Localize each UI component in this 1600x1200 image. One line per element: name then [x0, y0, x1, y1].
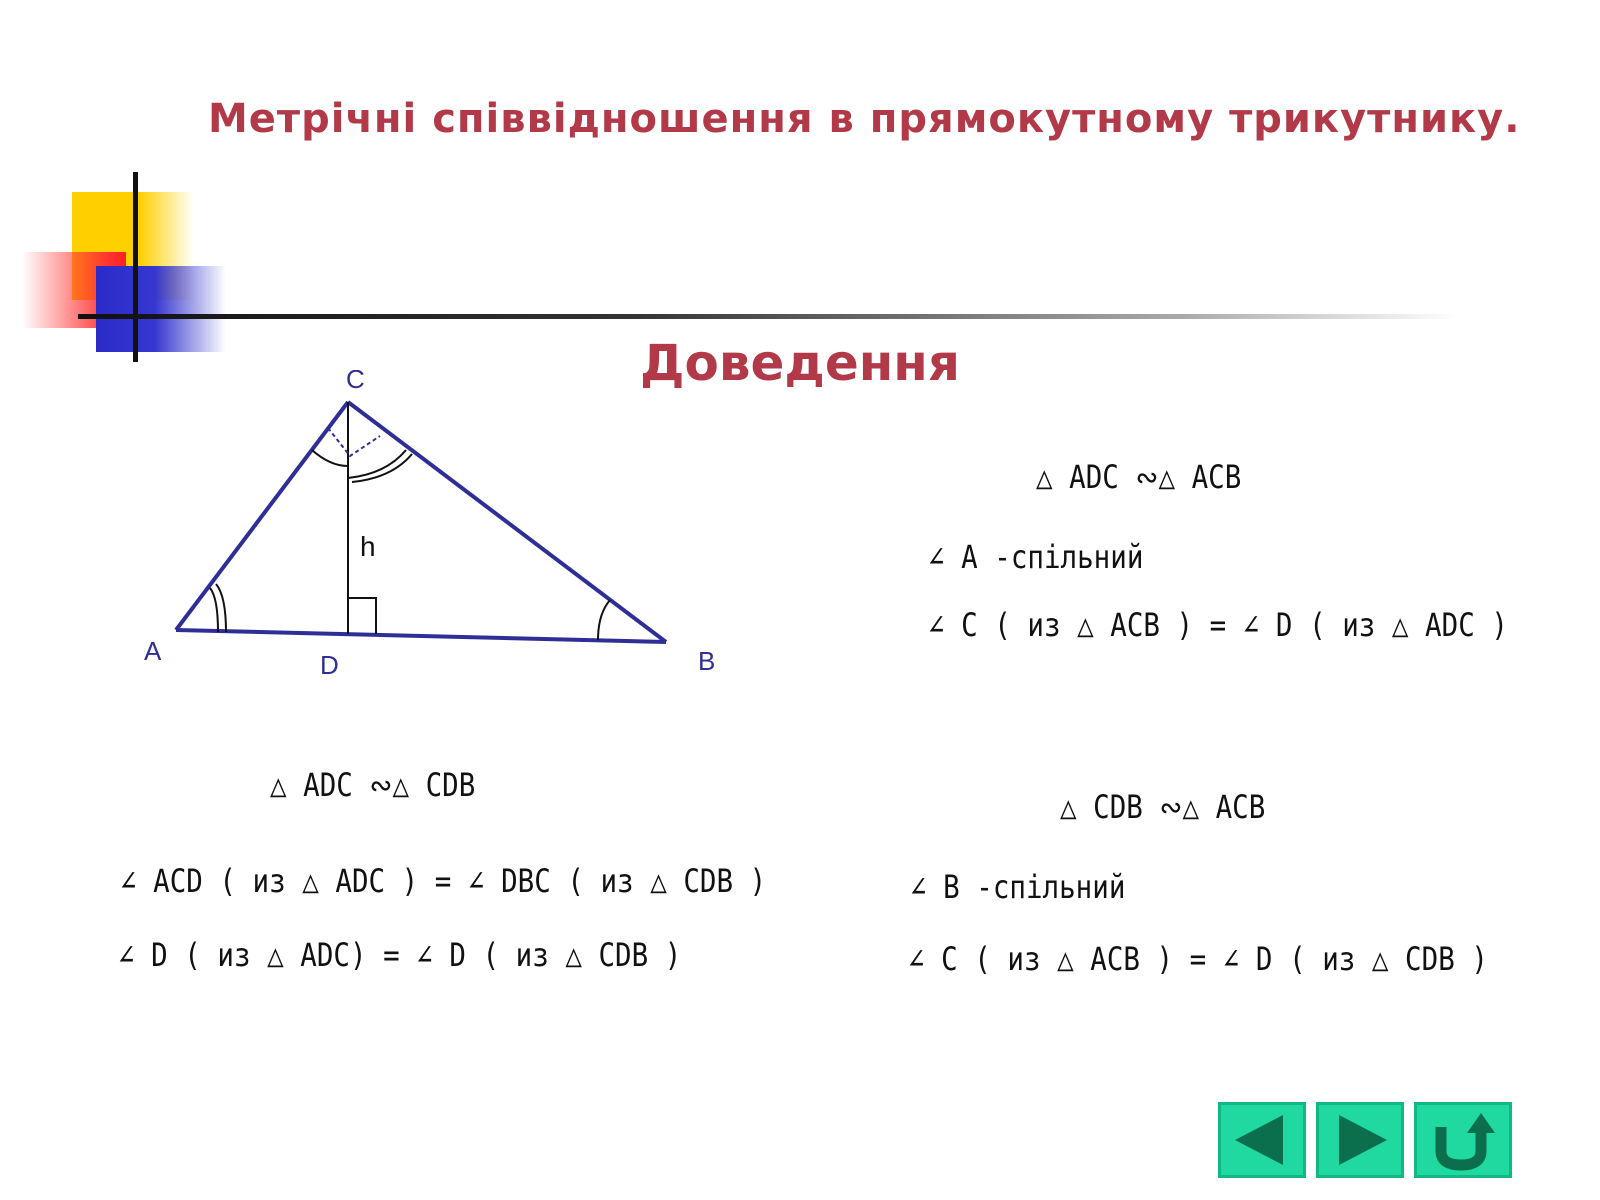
decor-vertical-line — [133, 172, 138, 362]
angle-arc-c-right — [348, 450, 406, 478]
vertex-label-b: B — [698, 646, 716, 676]
decor-blue-square — [96, 266, 226, 352]
proof-bl-line2: ∠ D ( из △ ADC) = ∠ D ( из △ CDB ) — [118, 936, 682, 974]
slide-title: Метрічні співвідношення в прямокутному трикутнику. — [208, 96, 1521, 142]
vertex-label-d: D — [320, 650, 339, 680]
similarity-adc-acb: △ ADC ∾△ ACB — [1036, 458, 1242, 496]
return-button[interactable] — [1414, 1102, 1512, 1178]
arrow-left-icon — [1221, 1105, 1303, 1175]
side-ac — [176, 402, 348, 630]
right-angle-mark-c — [328, 428, 380, 456]
prev-button[interactable] — [1218, 1102, 1306, 1178]
proof-tr-line1: ∠ A -спільний — [928, 538, 1144, 576]
vertex-label-c: C — [346, 370, 365, 394]
proof-br-line1: ∠ B -спільний — [910, 868, 1126, 906]
side-cb — [348, 402, 666, 642]
triangle-figure — [140, 370, 740, 690]
side-ab — [176, 630, 666, 642]
angle-arc-a — [210, 588, 218, 632]
return-icon — [1417, 1105, 1509, 1175]
angle-arc-b — [598, 600, 610, 640]
proof-bl-line1: ∠ ACD ( из △ ADC ) = ∠ DBC ( из △ CDB ) — [120, 862, 767, 900]
similarity-adc-cdb: △ ADC ∾△ CDB — [270, 766, 476, 804]
proof-br-line2: ∠ C ( из △ ACB ) = ∠ D ( из △ CDB ) — [908, 940, 1488, 978]
height-label: h — [360, 531, 376, 562]
proof-tr-line2: ∠ C ( из △ ACB ) = ∠ D ( из △ ADC ) — [928, 606, 1508, 644]
right-angle-mark-d — [348, 598, 376, 634]
similarity-cdb-acb: △ CDB ∾△ ACB — [1060, 788, 1266, 826]
decor-horizontal-line — [78, 314, 1458, 319]
next-button[interactable] — [1316, 1102, 1404, 1178]
slide-subtitle: Доведення — [640, 334, 960, 392]
angle-arc-c-left — [312, 450, 348, 466]
vertex-label-a: A — [144, 636, 162, 666]
arrow-right-icon — [1319, 1105, 1401, 1175]
